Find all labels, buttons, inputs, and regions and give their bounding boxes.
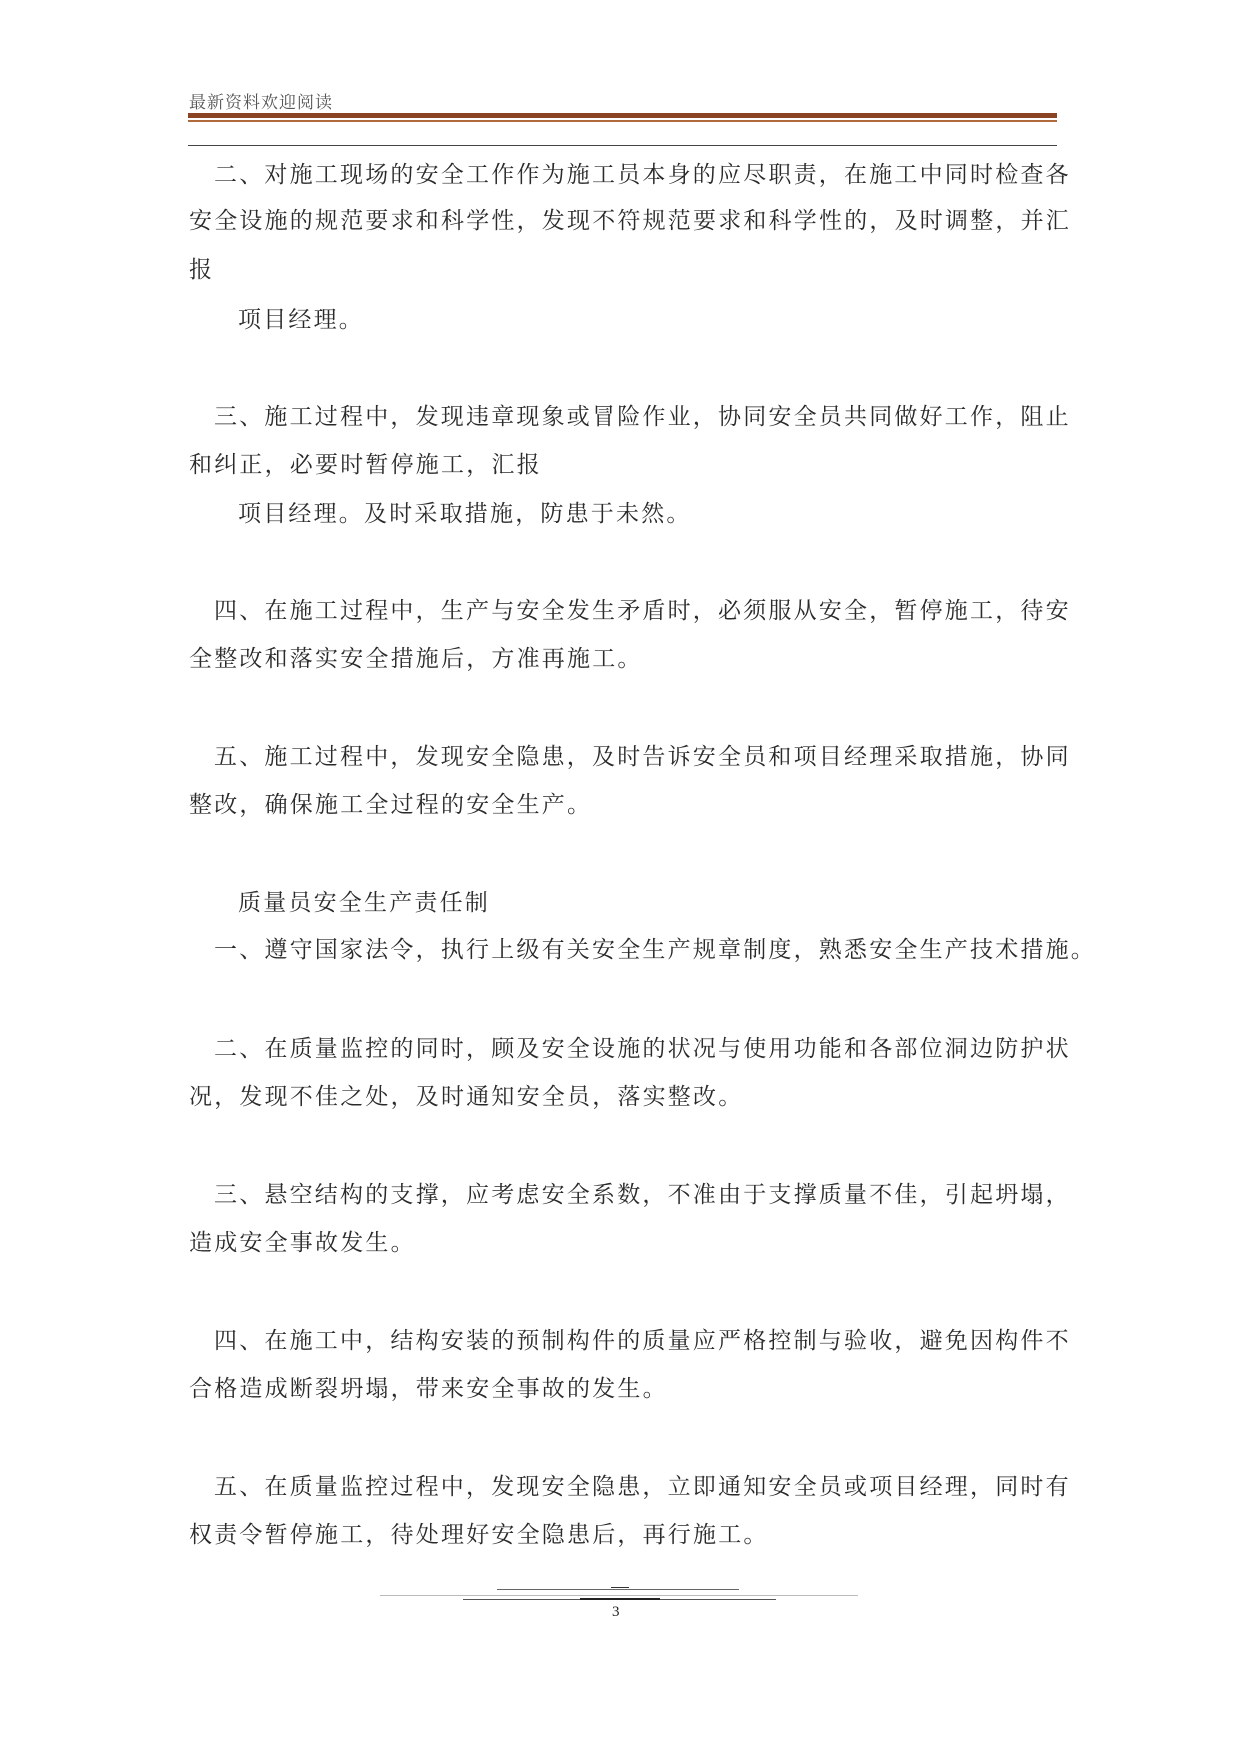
header-rule-thick	[188, 113, 1057, 118]
body-line: 项目经理。	[238, 307, 364, 333]
footer-rule-mark	[611, 1587, 629, 1588]
body-line: 合格造成断裂坍塌，带来安全事故的发生。	[189, 1376, 668, 1402]
footer-rule	[380, 1595, 858, 1596]
body-line: 四、在施工中，结构安装的预制构件的质量应严格控制与验收，避免因构件不	[214, 1328, 1071, 1354]
header-rule	[188, 145, 1057, 146]
body-line: 三、施工过程中，发现违章现象或冒险作业，协同安全员共同做好工作，阻止	[214, 404, 1071, 430]
footer-rule-mark	[580, 1598, 660, 1600]
body-line: 项目经理。及时采取措施，防患于未然。	[238, 501, 692, 527]
body-line: 五、在质量监控过程中，发现安全隐患，立即通知安全员或项目经理，同时有	[214, 1474, 1071, 1500]
body-line: 四、在施工过程中，生产与安全发生矛盾时，必须服从安全，暂停施工，待安	[214, 598, 1071, 624]
body-line: 五、施工过程中，发现安全隐患，及时告诉安全员和项目经理采取措施，协同	[214, 744, 1071, 770]
body-line: 三、悬空结构的支撑，应考虑安全系数，不准由于支撑质量不佳，引起坍塌，	[214, 1182, 1071, 1208]
body-line: 二、对施工现场的安全工作作为施工员本身的应尽职责，在施工中同时检查各	[214, 162, 1071, 188]
body-line: 全整改和落实安全措施后，方准再施工。	[189, 646, 643, 672]
body-line: 造成安全事故发生。	[189, 1230, 416, 1256]
header-text: 最新资料欢迎阅读	[189, 93, 333, 113]
body-line: 安全设施的规范要求和科学性，发现不符规范要求和科学性的，及时调整，并汇	[189, 208, 1071, 234]
section-title: 质量员安全生产责任制	[238, 890, 490, 916]
body-line: 和纠正，必要时暂停施工，汇报	[189, 452, 542, 478]
body-line: 权责令暂停施工，待处理好安全隐患后，再行施工。	[189, 1522, 769, 1548]
body-line: 况，发现不佳之处，及时通知安全员，落实整改。	[189, 1084, 744, 1110]
footer-rule	[497, 1589, 739, 1590]
body-line: 二、在质量监控的同时，顾及安全设施的状况与使用功能和各部位洞边防护状	[214, 1036, 1071, 1062]
body-line: 一、遵守国家法令，执行上级有关安全生产规章制度，熟悉安全生产技术措施。	[214, 937, 1096, 963]
body-line: 整改，确保施工全过程的安全生产。	[189, 792, 593, 818]
body-line: 报	[189, 257, 215, 283]
header-rule-thin	[188, 120, 1057, 122]
page-number: 3	[612, 1604, 620, 1620]
